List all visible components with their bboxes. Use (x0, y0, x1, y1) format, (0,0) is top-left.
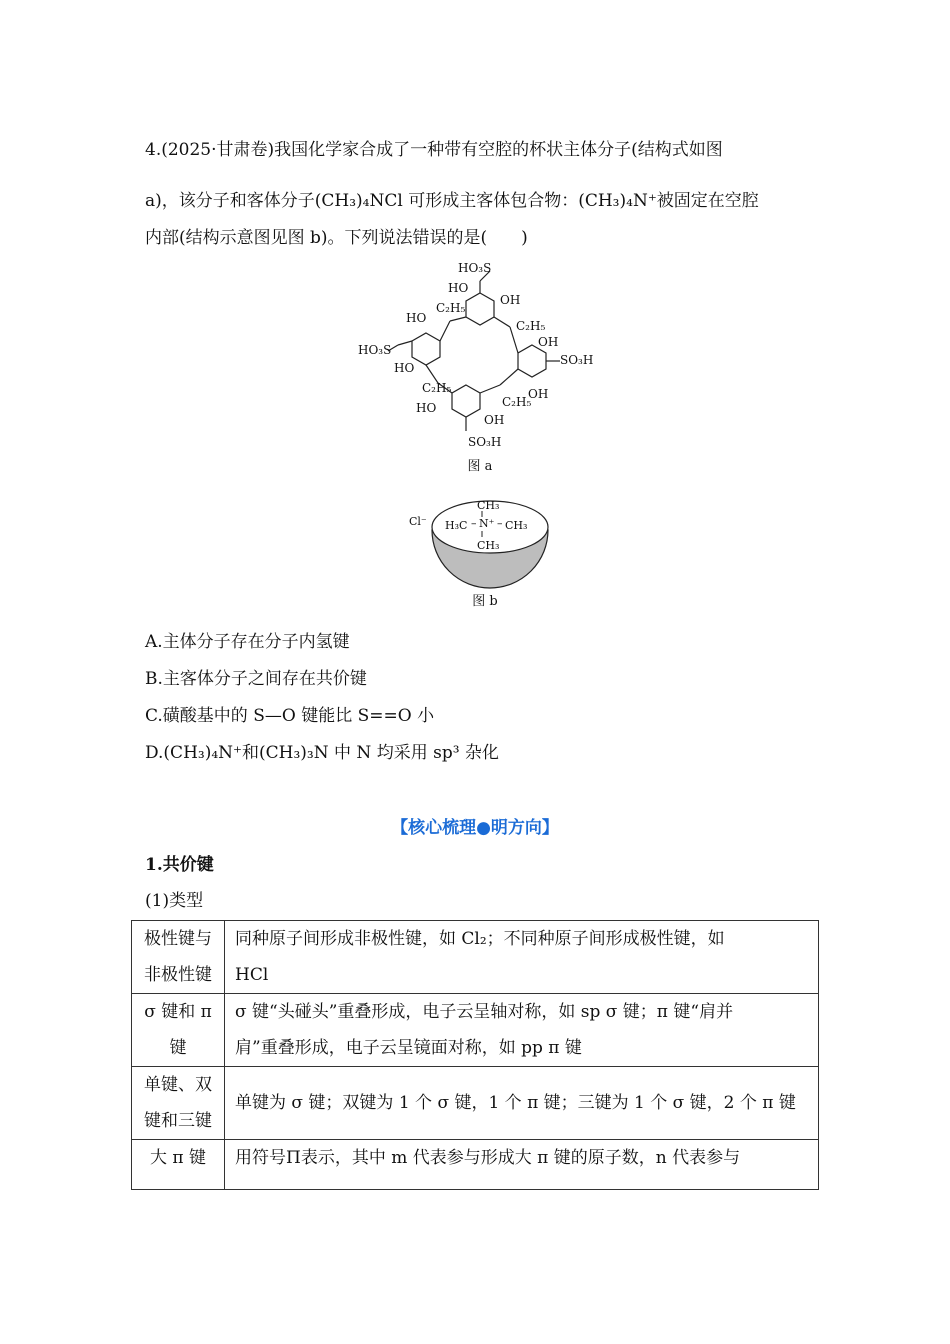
row-key: 非极性键 (144, 965, 212, 985)
option-d: D.(CH₃)₄N⁺和(CH₃)₃N 中 N 均采用 sp³ 杂化 (145, 743, 499, 763)
row-key: σ 键和 π (144, 1002, 212, 1022)
label-ho-4: HO (416, 401, 437, 415)
label-ho3s-left: HO₃S (358, 343, 392, 357)
label-c2h5-1: C₂H₅ (436, 301, 466, 315)
table-row (132, 994, 819, 1067)
row-value: 单键为 σ 键；双键为 1 个 σ 键，1 个 π 键；三键为 1 个 σ 键，2 个 π 键 (235, 1093, 796, 1113)
row-value: 肩”重叠形成，电子云呈镜面对称，如 pp π 键 (235, 1038, 582, 1058)
question-line-1: 4.(2025·甘肃卷)我国化学家合成了一种带有空腔的杯状主体分子(结构式如图 (145, 140, 723, 160)
chloride-label: Cl⁻ (409, 515, 427, 528)
row-value: HCl (235, 965, 269, 985)
bond-types-table (131, 920, 819, 1190)
label-so3h-right: SO₃H (560, 353, 594, 367)
table-row (132, 1140, 819, 1190)
table-row (132, 1067, 819, 1140)
row-key: 单键、双 (144, 1075, 212, 1095)
row-value: 用符号Π表示，其中 m 代表参与形成大 π 键的原子数，n 代表参与 (235, 1148, 741, 1168)
label-oh-2: OH (538, 335, 559, 349)
label-oh-3: OH (528, 387, 549, 401)
option-a: A.主体分子存在分子内氢键 (145, 632, 350, 652)
figure-a-caption: 图 a (467, 459, 493, 474)
label-so3h-bottom: SO₃H (468, 435, 502, 449)
option-b: B.主客体分子之间存在共价键 (145, 669, 367, 689)
row-key: 极性键与 (144, 929, 212, 949)
label-c2h5-2: C₂H₅ (516, 319, 546, 333)
heading-covalent-bond: 1.共价键 (145, 855, 214, 875)
label-ho-2: HO (406, 311, 427, 325)
row-key: 键和三键 (144, 1111, 212, 1131)
question-line-3: 内部(结构示意图见图 b)。下列说法错误的是( ) (145, 228, 528, 248)
section-title: 【核心梳理●明方向】 (391, 818, 559, 838)
label-ho-1: HO (448, 281, 469, 295)
label-ho-3: HO (394, 361, 415, 375)
row-key: 键 (169, 1038, 187, 1058)
bond-dash-right: – (497, 517, 503, 530)
ch3-bottom-label: CH₃ (477, 539, 500, 552)
h3c-label: H₃C (445, 519, 468, 532)
bond-dash-left: – (471, 517, 477, 530)
label-c2h5-4: C₂H₅ (502, 395, 532, 409)
label-oh-1: OH (500, 293, 521, 307)
row-key: 大 π 键 (150, 1148, 206, 1168)
row-value: 同种原子间形成非极性键，如 Cl₂；不同种原子间形成极性键，如 (235, 929, 725, 949)
row-value: σ 键“头碰头”重叠形成，电子云呈轴对称，如 sp σ 键；π 键“肩并 (235, 1002, 734, 1022)
label-oh-4: OH (484, 413, 505, 427)
ch3-top-label: CH₃ (477, 499, 500, 512)
figure-b-caption: 图 b (472, 594, 498, 609)
label-c2h5-3: C₂H₅ (422, 381, 452, 395)
ch3-right-label: CH₃ (505, 519, 528, 532)
label-ho3s-top: HO₃S (458, 261, 492, 275)
question-line-2: a)，该分子和客体分子(CH₃)₄NCl 可形成主客体包合物：(CH₃)₄N⁺被固定在空腔 (145, 191, 759, 211)
table-row (132, 921, 819, 994)
n-plus-label: N⁺ (479, 517, 495, 530)
option-c: C.磺酸基中的 S—O 键能比 S==O 小 (145, 706, 435, 726)
heading-types: (1)类型 (145, 891, 204, 911)
